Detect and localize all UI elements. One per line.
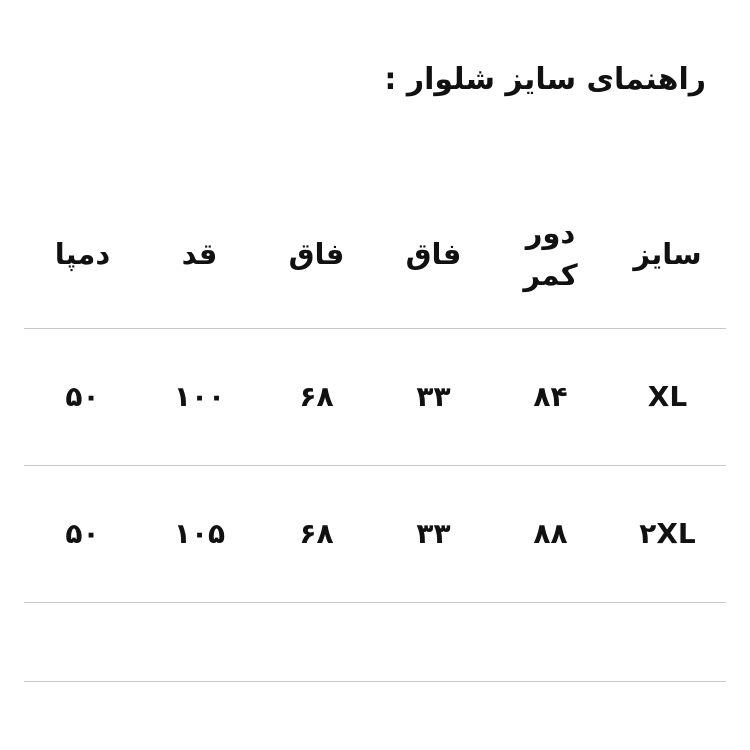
size-table: [24, 180, 726, 682]
rise-back-cell: ۶۸: [299, 517, 334, 551]
hem-cell: ۵۰: [65, 380, 100, 414]
header-rise-front: فاق: [405, 236, 462, 271]
header-rise-back: فاق: [288, 236, 345, 271]
rise-back-cell: ۶۸: [299, 380, 334, 414]
size-cell: XL: [647, 380, 688, 414]
table-row: [24, 329, 726, 466]
header-waist: دور کمر: [523, 215, 578, 292]
header-size: سایز: [633, 236, 702, 271]
hem-cell: ۵۰: [65, 517, 100, 551]
page-title: راهنمای سایز شلوار :: [384, 62, 706, 97]
header-hem: دمپا: [54, 236, 111, 271]
length-cell: ۱۰۰: [173, 380, 226, 414]
table-row: [24, 466, 726, 603]
waist-cell: ۸۴: [533, 380, 568, 414]
length-cell: ۱۰۵: [173, 517, 226, 551]
waist-cell: ۸۸: [533, 517, 568, 551]
size-cell: ۲XL: [639, 517, 696, 551]
rise-front-cell: ۳۳: [416, 517, 451, 551]
table-empty-row: [24, 603, 726, 682]
table-header-row: [24, 180, 726, 329]
rise-front-cell: ۳۳: [416, 380, 451, 414]
header-length: قد: [181, 236, 218, 271]
